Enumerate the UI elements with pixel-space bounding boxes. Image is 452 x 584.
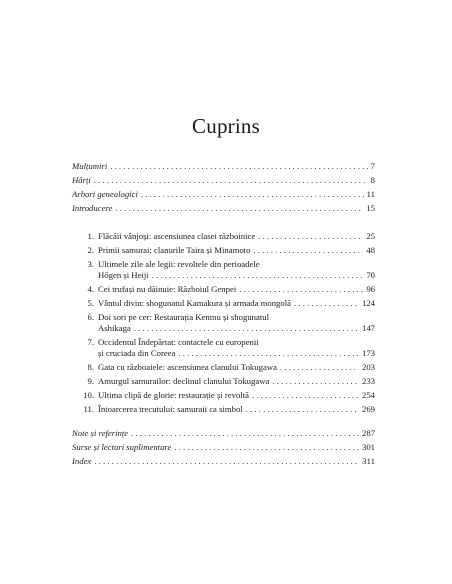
chapter-number: 6.: [87, 312, 94, 322]
toc-entry: [72, 189, 375, 203]
chapter-page: 124: [361, 298, 375, 308]
chapter-title: Vântul divin: shogunatul Kamakura și armada mongolă: [98, 298, 292, 308]
chapter-title: Ultima clipă de glorie: restaurație și revoltă: [98, 390, 250, 400]
dot-leader: [110, 161, 367, 172]
chapter-entry: [80, 404, 375, 415]
chapter-entry: [80, 245, 375, 256]
toc-entry: [72, 442, 375, 456]
entry-label: Hărți: [72, 175, 91, 185]
chapter-page: 254: [361, 390, 375, 400]
chapter-entry: [80, 284, 375, 295]
chapter-list: [72, 231, 375, 415]
entry-page: 15: [366, 203, 375, 213]
entry-page: 287: [361, 428, 375, 438]
chapter-entry: [80, 298, 375, 309]
dot-leader: [239, 284, 363, 295]
table-of-contents: [72, 161, 375, 470]
dot-leader: [94, 456, 359, 467]
dot-leader: [280, 362, 359, 373]
front-matter: [72, 161, 375, 217]
chapter-title-line: Doi sori pe cer: Restaurația Kenmu și shogunatul: [98, 312, 270, 322]
entry-label: Index: [72, 456, 92, 466]
chapter-title-line: Occidentul Îndepărtat: contactele cu europenii: [98, 337, 259, 347]
back-matter: [72, 428, 375, 470]
chapter-page: 48: [366, 245, 375, 255]
chapter-title: Gata cu războaiele: ascensiunea clanului Tokugawa: [98, 362, 277, 372]
chapter-number: 8.: [87, 362, 94, 372]
chapter-page: 203: [361, 362, 375, 372]
chapter-title: Primii samurai: clanurile Taira și Minamoto: [98, 245, 251, 255]
entry-label: Arbori genealogici: [72, 189, 138, 199]
entry-page: 8: [370, 175, 375, 185]
chapter-title: Ashikaga: [98, 323, 131, 333]
entry-page: 311: [362, 456, 375, 466]
chapter-title: Cei trufași nu dăinuie: Războiul Genpei: [98, 284, 237, 294]
toc-entry: [72, 428, 375, 442]
toc-entry: [72, 161, 375, 175]
chapter-number: 11.: [83, 404, 94, 414]
dot-leader: [246, 404, 359, 415]
chapter-page: 173: [361, 348, 375, 358]
toc-entry: [72, 175, 375, 189]
entry-page: 301: [361, 442, 375, 452]
chapter-number: 7.: [87, 337, 94, 347]
entry-page: 7: [370, 161, 375, 171]
dot-leader: [115, 203, 363, 214]
chapter-entry: [80, 390, 375, 401]
chapter-entry: [80, 337, 375, 359]
chapter-number: 5.: [87, 298, 94, 308]
chapter-title: și cruciada din Coreea: [98, 348, 176, 358]
chapter-number: 1.: [87, 231, 94, 241]
chapter-title-line: Ultimele zile ale legii: revoltele din perioadele: [98, 259, 260, 269]
chapter-title: Hōgen și Heiji: [98, 270, 149, 280]
dot-leader: [272, 376, 359, 387]
entry-label: Introducere: [72, 203, 113, 213]
dot-leader: [174, 442, 359, 453]
chapter-page: 269: [361, 404, 375, 414]
chapter-number: 2.: [87, 245, 94, 255]
toc-entry: [72, 456, 375, 470]
chapter-entry: [80, 312, 375, 334]
page-title: Cuprins: [192, 114, 260, 138]
dot-leader: [258, 231, 363, 242]
dot-leader: [178, 348, 359, 359]
entry-label: Surse și lecturi suplimentare: [72, 442, 172, 452]
chapter-number: 10.: [83, 390, 94, 400]
chapter-page: 233: [361, 376, 375, 386]
entry-label: Note și referințe: [72, 428, 129, 438]
entry-page: 11: [366, 189, 375, 199]
dot-leader: [134, 323, 359, 334]
chapter-title: Flăcăii vânjoși: ascensiunea clasei războinice: [98, 231, 256, 241]
chapter-page: 147: [361, 323, 375, 333]
dot-leader: [94, 175, 368, 186]
chapter-page: 25: [366, 231, 375, 241]
chapter-number: 4.: [87, 284, 94, 294]
dot-leader: [253, 245, 363, 256]
chapter-title: Amurgul samurailor: declinul clanului Tokugawa: [98, 376, 270, 386]
chapter-title: Întoarcerea trecutului: samuraii ca simbol: [98, 404, 243, 414]
chapter-entry: [80, 259, 375, 281]
toc-entry: [72, 203, 375, 217]
dot-leader: [294, 298, 359, 309]
chapter-number: 3.: [87, 259, 94, 269]
chapter-number: 9.: [87, 376, 94, 386]
chapter-entry: [80, 376, 375, 387]
entry-label: Mulțumiri: [72, 161, 108, 171]
chapter-entry: [80, 362, 375, 373]
dot-leader: [152, 270, 364, 281]
dot-leader: [141, 189, 364, 200]
chapter-entry: [80, 231, 375, 242]
dot-leader: [252, 390, 359, 401]
chapter-page: 96: [366, 284, 375, 294]
chapter-page: 70: [366, 270, 375, 280]
dot-leader: [131, 428, 359, 439]
